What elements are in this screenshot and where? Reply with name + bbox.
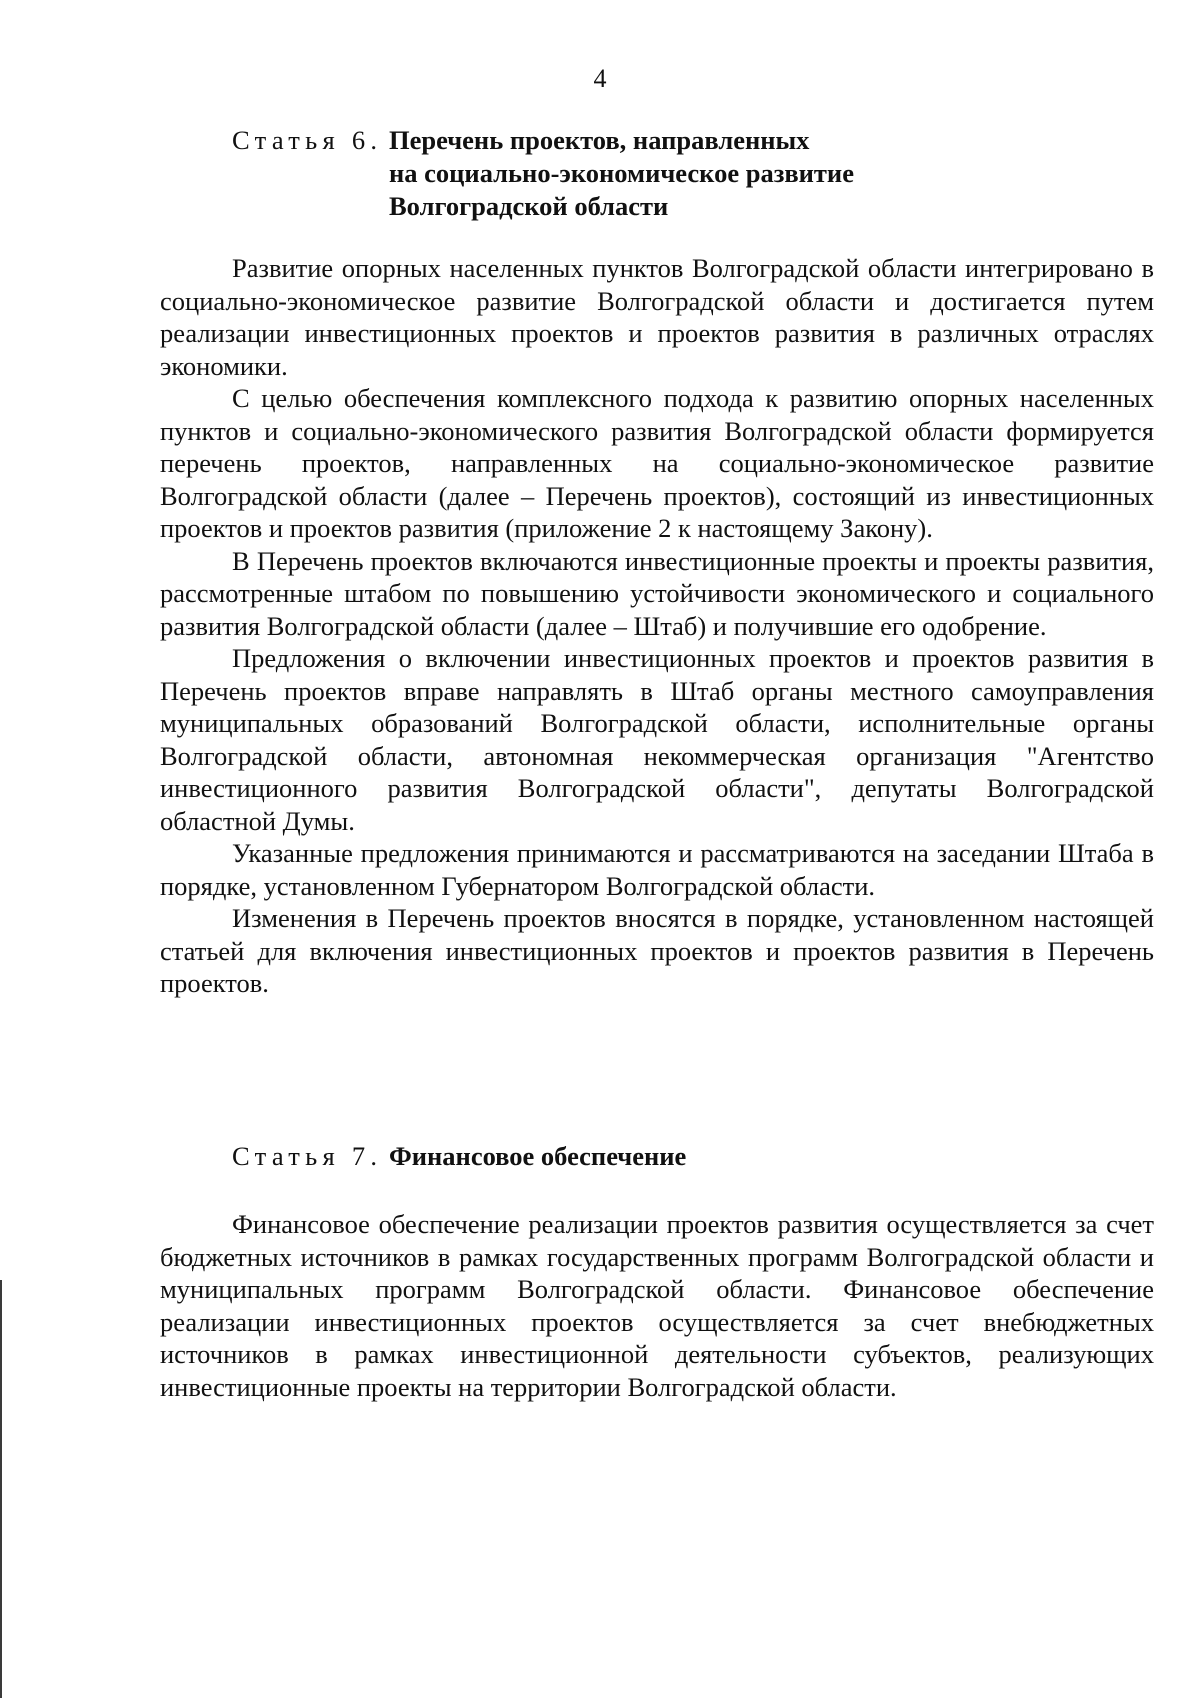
article-6-paragraph: С целью обеспечения комплексного подхода к развитию опорных населенных пунктов и социально-экономического развития Волгоградской области формируется перечень проектов, направленных на социально-экономическое развитие Волгоградской области (далее – Перечень проектов), состоящий из инвестиционных проектов и проектов развития (приложение 2 к настоящему Закону). [160,383,1154,543]
article-7-paragraph: Финансовое обеспечение реализации проектов развития осуществляется за счет бюджетных источников в рамках государственных программ Волгоградской области и муниципальных программ Волгоградской области. Финансовое обеспечение реализации инвестиционных проектов осуществляется за счет внебюджетных источников в рамках инвестиционной деятельности субъектов, реализующих инвестиционные проекты на территории Волгоградской области. [160,1209,1154,1402]
article-6-paragraph: Развитие опорных населенных пунктов Волгоградской области интегрировано в социально-экономическое развитие Волгоградской области и достигается путем реализации инвестиционных проектов и проектов развития в различных отраслях экономики. [160,253,1154,381]
article-6-label: Статья 6. [232,125,383,155]
article-6-title-line: Волгоградской области [389,191,669,221]
article-6-paragraph: Указанные предложения принимаются и рассматриваются на заседании Штаба в порядке, установленном Губернатором Волгоградской области. [160,838,1154,901]
article-7-title-line: Финансовое обеспечение [389,1141,687,1171]
page-number: 4 [593,64,607,93]
article-7-body [160,1208,1154,1403]
scan-edge-line [0,1280,2,1698]
article-7-heading [232,1140,686,1173]
article-6-paragraph: Предложения о включении инвестиционных проектов и проектов развития в Перечень проектов вправе направлять в Штаб органы местного самоуправления муниципальных образований Волгоградской области, исполнительные органы Волгоградской области, автономная некоммерческая организация "Агентство инвестиционного развития Волгоградской области", депутаты Волгоградской областной Думы. [160,643,1154,836]
article-6-heading [232,124,854,223]
article-6-paragraph: Изменения в Перечень проектов вносятся в порядке, установленном настоящей статьей для включения инвестиционных проектов и проектов развития в Перечень проектов. [160,903,1154,998]
article-6-body [160,252,1154,1000]
article-6-title-line: на социально-экономическое развитие [389,158,854,188]
article-7-label: Статья 7. [232,1141,383,1171]
article-7-title [389,1140,686,1173]
article-6-paragraph: В Перечень проектов включаются инвестиционные проекты и проекты развития, рассмотренные штабом по повышению устойчивости экономического и социального развития Волгоградской области (далее – Штаб) и получившие его одобрение. [160,545,1154,641]
article-6-title [389,124,854,223]
article-6-title-line: Перечень проектов, направленных [389,125,810,155]
